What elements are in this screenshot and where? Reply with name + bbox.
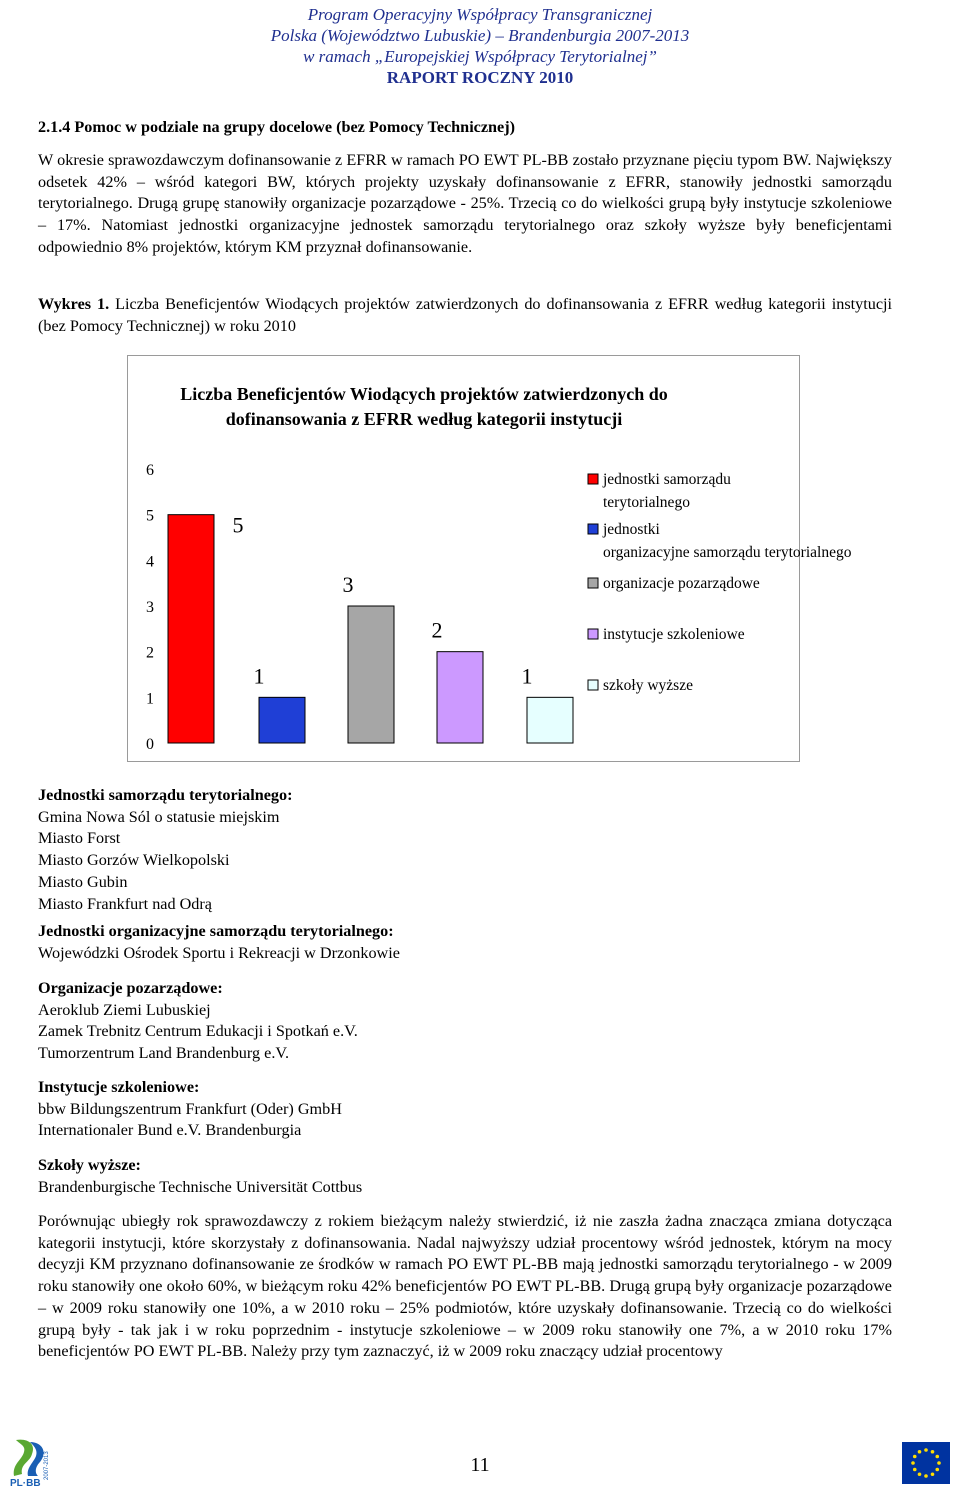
institution-group (38, 785, 292, 915)
svg-text:PL·BB: PL·BB (10, 1478, 41, 1489)
group-item: Gmina Nowa Sól o statusie miejskim (38, 807, 280, 826)
institution-group (38, 1077, 342, 1142)
group-item: Internationaler Bund e.V. Brandenburgia (38, 1121, 302, 1140)
y-tick-label: 6 (146, 462, 154, 479)
bar (437, 652, 483, 743)
group-heading: Instytucje szkoleniowe: (38, 1078, 200, 1096)
report-title: RAPORT ROCZNY 2010 (386, 68, 574, 87)
institution-group (38, 1155, 362, 1198)
group-item: Tumorzentrum Land Brandenburg e.V. (38, 1044, 290, 1063)
chart-title: Liczba Beneficjentów Wiodących projektów zatwierdzonych do dofinansowania z EFRR według kategorii instytucji (180, 384, 668, 429)
group-item: Miasto Gubin (38, 872, 128, 891)
legend-label: instytucje szkoleniowe (603, 626, 745, 643)
data-label: 1 (253, 663, 265, 689)
group-heading: Jednostki samorządu terytorialnego: (38, 786, 293, 804)
bar-chart (128, 356, 852, 761)
group-heading: Szkoły wyższe: (38, 1156, 141, 1174)
bar (527, 697, 573, 743)
chart-caption (38, 294, 892, 337)
legend-swatch (588, 474, 598, 484)
group-item: Miasto Gorzów Wielkopolski (38, 851, 230, 870)
bar (348, 606, 394, 743)
header-line-2: Polska (Województwo Lubuskie) – Brandenburgia 2007-2013 (270, 26, 690, 45)
institution-group (38, 921, 400, 964)
legend-swatch (588, 629, 598, 639)
y-tick-label: 1 (146, 690, 154, 708)
data-label: 1 (521, 663, 533, 689)
caption-text: Liczba Beneficjentów Wiodących projektów zatwierdzonych do dofinansowania z EFRR według kategorii instytucji (bez Pomocy Technicznej) w roku 2010 (38, 295, 892, 335)
legend-label: jednostki samorządu (603, 471, 731, 488)
bar (168, 515, 214, 743)
group-heading: Jednostki organizacyjne samorządu terytorialnego: (38, 922, 394, 940)
group-heading: Organizacje pozarządowe: (38, 979, 223, 997)
bar (259, 697, 305, 743)
header-line-3: w ramach „Europejskiej Współpracy Terytorialnej” (303, 47, 657, 66)
legend-label: organizacje pozarządowe (603, 575, 760, 592)
document-header (0, 4, 960, 89)
intro-paragraph: W okresie sprawozdawczym dofinansowanie z EFRR w ramach PO EWT PL-BB zostało przyznane pięciu typom BW. Największy odsetek 42% – wśród kategori BW, których projekty uzyskały dofinansowanie z EFRR, stanowiły jednostki samorządu terytorialnego. Drugą grupę stanowiły organizacje pozarządowe - 25%. Trzecią co do wielkości grupą były instytucje szkoleniowe – 17%. Natomiast jednostki organizacyjne jednostek samorządu terytorialnego oraz szkoły wyższe były beneficjentami odpowiednio 8% projektów, którym KM przyznał dofinansowanie. (38, 151, 892, 256)
y-tick-label: 2 (146, 644, 154, 662)
y-tick-label: 3 (146, 599, 154, 616)
group-item: Zamek Trebnitz Centrum Edukacji i Spotkań e.V. (38, 1022, 358, 1041)
legend-label: szkoły wyższe (603, 677, 693, 694)
data-label: 3 (342, 572, 354, 597)
group-item: Wojewódzki Ośrodek Sportu i Rekreacji w Drzonkowie (38, 943, 400, 962)
caption-label: Wykres 1. (38, 295, 110, 313)
institution-group (38, 978, 358, 1065)
chart-container (127, 355, 852, 762)
group-item: bbw Bildungszentrum Frankfurt (Oder) GmbH (38, 1099, 342, 1118)
svg-text:2007-2013: 2007-2013 (44, 1451, 50, 1480)
group-item: Miasto Forst (38, 829, 121, 848)
legend-label: terytorialnego (603, 494, 690, 511)
data-label: 5 (232, 512, 244, 538)
y-tick-label: 0 (146, 736, 154, 753)
closing-paragraph: Porównując ubiegły rok sprawozdawczy z rokiem bieżącym należy stwierdzić, iż nie zaszła żadna znacząca zmiana dotycząca kategorii instytucji, które skorzystały z dofinansowania. Nadal najwyższy udział procentowy wśród jednostek, którym na mocy decyzji KM przyznano dofinansowanie ze środków w ramach PO EWT PL-BB mają jednostki samorządu terytorialnego - w 2009 roku stanowiły one około 60%, w bieżącym roku 42% beneficjentów PO EWT PL-BB. Drugą grupą były organizacje pozarządowe – w 2009 roku stanowiły one 10%, a w 2010 roku – 25% podmiotów, które uzyskały dofinansowanie. Trzecią co do wielkości grupą były - tak jak i w roku poprzednim - instytucje szkoleniowe – w 2009 roku stanowiły one 7%, a w 2010 roku 17% beneficjentów PO EWT PL-BB. Należy przy tym zaznaczyć, iż w 2009 roku znaczący udział procentowy (38, 1212, 892, 1361)
y-tick-label: 4 (146, 553, 154, 571)
legend-swatch (588, 524, 598, 534)
legend-label: organizacyjne samorządu terytorialnego (603, 544, 852, 561)
legend-label: jednostki (603, 521, 660, 538)
group-item: Aeroklub Ziemi Lubuskiej (38, 1000, 211, 1019)
eu-flag-icon (898, 1438, 954, 1488)
page-number: 11 (470, 1454, 490, 1476)
legend-swatch (588, 578, 598, 588)
group-item: Miasto Frankfurt nad Odrą (38, 894, 212, 913)
legend-swatch (588, 680, 598, 690)
y-tick-label: 5 (146, 507, 154, 525)
section-title: 2.1.4 Pomoc w podziale na grupy docelowe (bez Pomocy Technicznej) (38, 118, 516, 136)
header-line-1: Program Operacyjny Współpracy Transgranicznej (307, 5, 653, 24)
group-item: Brandenburgische Technische Universität Cottbus (38, 1177, 363, 1196)
data-label: 2 (431, 617, 443, 643)
